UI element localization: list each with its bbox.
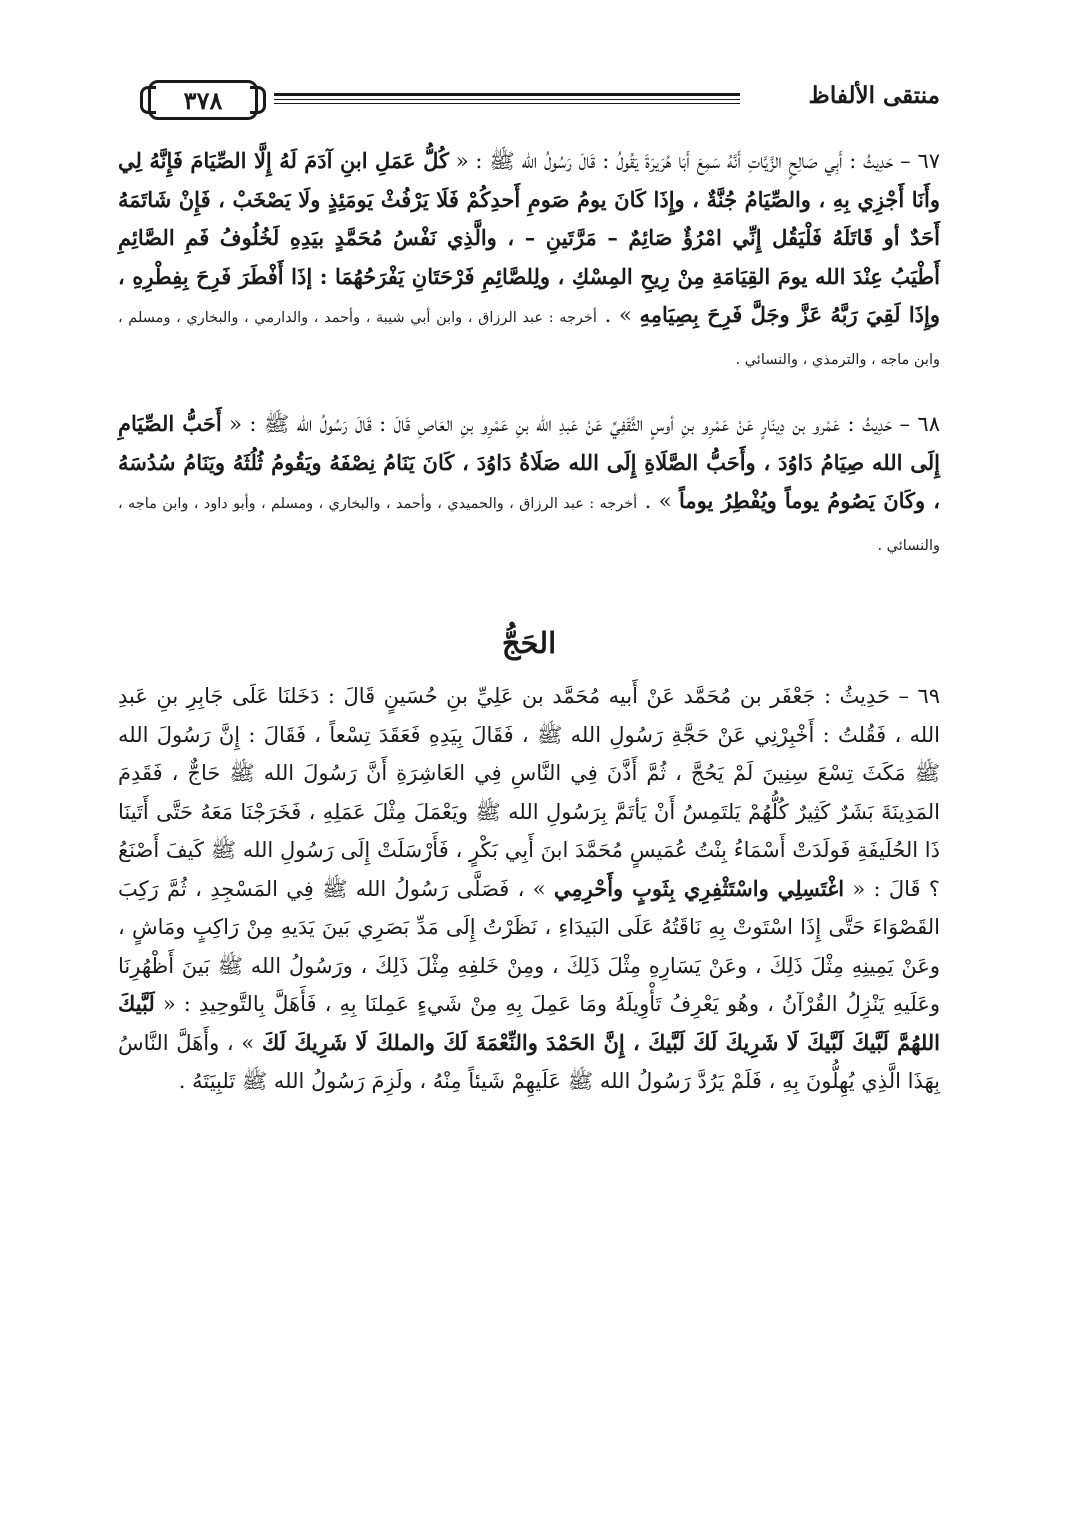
- hadith-quote-1: اغْتَسِلِي واسْتَثْفِرِي بِثَوبٍ وأَحْرِمِي: [553, 875, 845, 901]
- page-number: ٣٧٨: [148, 80, 258, 120]
- quote-close: » .: [596, 303, 640, 327]
- hadith-68: [118, 405, 940, 565]
- book-title: منتقى الألفاظ: [808, 82, 940, 109]
- hadith-matn: كُلُّ عَمَلِ ابنِ آدَمَ لَهُ إِلَّا الصِّيَامَ فَإِنَّهُ لِي وأَنَا أَجْزِي بِهِ ، والصِّيَامُ جُنَّةٌ ، وإِذَا كَانَ يومُ صَومِ أَحدِكُمْ فَلَا يَرْفُثْ يَومَئِذٍ ولَا يَصْخَبْ ، فَإِنْ شَاتَمَهُ أَحَدٌ أو قَاتَلَهُ فَلْيَقُل إِنِّي امْرُؤٌ صَائِمٌ – مَرَّتَينِ – ، والَّذِي نَفْسُ مُحَمَّدٍ بيَدِهِ لَخُلُوفُ فَمِ الصَّائِمِ أَطْيَبُ عِنْدَ الله يومَ القِيَامَةِ مِنْ رِيحِ المِسْكِ ، ولِلصَّائِمِ فَرْحَتَانِ يَفْرَحُهُمَا : إذَا أَفْطَرَ فَرِحَ بِفِطْرِهِ ، وإِذَا لَقِيَ رَبَّهُ عَزَّ وجَلَّ فَرِحَ بِصِيَامِهِ: [118, 148, 940, 327]
- hadith-matn: أَحَبُّ الصِّيَامِ إِلَى الله صِيَامُ دَاوُدَ ، وأَحَبُّ الصَّلَاةِ إِلَى الله صَلَاةُ دَاوُدَ ، كَانَ يَنَامُ نِصْفَهُ ويَقُومُ ثُلُثَهُ ويَنَامُ سُدُسَهُ ، وكَانَ يَصُومُ يوماً ويُفْطِرُ يوماً: [118, 411, 940, 513]
- hadith-text: [118, 142, 940, 379]
- hadith-source: أخرجه : عبد الرزاق ، وابن أبي شيبة ، وأحمد ، والدارمي ، والبخاري ، ومسلم ، وابن ماجه ، والترمذي ، والنسائي .: [118, 310, 940, 368]
- hadith-part-2: » ، فَصَلَّى رَسُولُ الله ﷺ فِي المَسْجِدِ ، ثُمَّ رَكِبَ القَصْوَاءَ حَتَّى إِذَا اسْتَوتْ بِهِ نَاقَتُهُ عَلَى البَيدَاءِ ، نَظَرْتُ إِلَى مَدِّ بَصَرِي بَينَ يَدَيهِ مِنْ رَاكِبٍ ومَاشٍ ، وعَنْ يَمِينِهِ مِثْلَ ذَلِكَ ، وعَنْ يَسَارِهِ مِثْلَ ذَلِكَ ، ومِنْ خَلفِهِ مِثْلَ ذَلِكَ ، ورَسُولُ الله ﷺ بَينَ أَظْهُرِنَا وعَلَيهِ يَنْزِلُ القُرْآنُ ، وهُو يَعْرِفُ تَأْوِيلَهُ ومَا عَمِلَ بِهِ مِنْ شَيءٍ عَمِلنَا بِهِ ، فَأَهَلَّ بِالتَّوحِيدِ : «: [118, 876, 940, 1016]
- hadith-69: [118, 677, 940, 1101]
- hadith-text: [118, 677, 940, 1101]
- hadith-intro: ٦٨ – حَدِيثُ : عَمْرو بن دِينَارٍ عَنْ عَمْرِو بنِ أوسٍ الثَّقَفِيِّ عَنْ عَبدِ الله بنِ عَمْرِو بنِ العَاصِ قَالَ : قَالَ رَسُولُ الله ﷺ : «: [221, 412, 940, 436]
- hadith-quote-2: لَبَّيكَ اللهُمَّ لَبَّيكَ لَبَّيكَ لَا شَرِيكَ لَكَ لَبَّيكَ ، إِنَّ الحَمْدَ والنِّعْمَةَ لَكَ والملكَ لَا شَرِيكَ لَكَ: [118, 991, 941, 1055]
- page-content: [118, 142, 940, 1101]
- page-header: [118, 72, 940, 130]
- section-title: الحَجُّ: [501, 626, 557, 660]
- header-rule: [274, 93, 740, 104]
- hadith-source: أخرجه : عبد الرزاق ، والحميدي ، وأحمد ، والبخاري ، ومسلم ، وأبو داود ، وابن ماجه ، والنسائي .: [118, 496, 940, 554]
- hadith-part-3: » ، وأَهَلَّ النَّاسُ بِهَذَا الَّذِي يُهِلُّونَ بِهِ ، فَلَمْ يَرُدَّ رَسُولُ الله ﷺ عَلَيهِمْ شَيئاً مِنْهُ ، ولَزِمَ رَسُولُ الله ﷺ تَلبِيَتَهُ .: [118, 1030, 940, 1093]
- hadith-part-1: ٦٩ – حَدِيثُ : جَعْفَر بن مُحَمَّد عَنْ أَبيه مُحَمَّد بن عَلِيِّ بنِ حُسَينٍ قَالَ : دَخَلنَا عَلَى جَابِرِ بنِ عَبدِ الله ، فَقُلتُ : أَخْبِرْنِي عَنْ حَجَّةِ رَسُولِ الله ﷺ ، فَقَالَ بِيَدِهِ فَعَقَدَ تِسْعاً ، فَقَالَ : إِنَّ رَسُولَ الله ﷺ مَكَثَ تِسْعَ سِنِينَ لَمْ يَحُجَّ ، ثُمَّ أَذَّنَ فِي النَّاسِ فِي العَاشِرَةِ أَنَّ رَسُولَ الله ﷺ حَاجٌّ ، فَقَدِمَ المَدِينَةَ بَشَرٌ كَثِيرٌ كُلُّهُمْ يَلتَمِسُ أَنْ يَأتَمَّ بِرَسُولِ الله ﷺ ويَعْمَلَ مِثْلَ عَمَلِهِ ، فَخَرَجْنَا مَعَهُ حَتَّى أَتَينَا ذَا الحُلَيفَةِ فَولَدَتْ أَسْمَاءُ بِنْتُ عُمَيسٍ مُحَمَّدَ ابنَ أَبِي بَكْرٍ ، فَأَرْسَلَتْ إِلَى رَسُولِ الله ﷺ كَيفَ أَصْنَعُ ؟ قَالَ : «: [118, 684, 940, 901]
- hadith-67: [118, 142, 940, 379]
- hadith-text: [118, 405, 940, 565]
- quote-close: » .: [637, 489, 679, 513]
- hadith-intro: ٦٧ – حَدِيثُ : أَبِي صَالِحٍ الزَّيَّاتِ أَنَّهُ سَمِعَ أَبَا هُرَيرَةَ يَقُولُ : قَالَ رَسُولُ الله ﷺ : «: [448, 149, 940, 173]
